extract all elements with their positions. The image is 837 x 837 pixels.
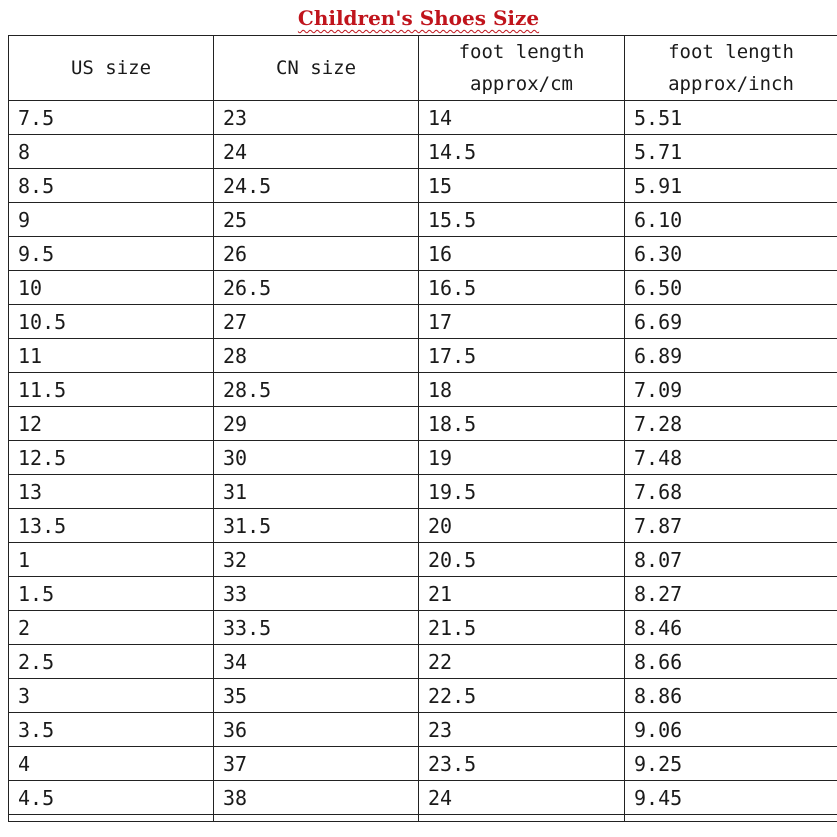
table-row <box>9 781 837 815</box>
foot-length-cm-cell: 14 <box>419 101 625 135</box>
foot-length-inch-cell: 8.46 <box>625 611 837 645</box>
us-size-cell: 8 <box>9 135 214 169</box>
foot-length-cm-cell: 15.5 <box>419 203 625 237</box>
page-title: Children's Shoes Size <box>297 6 540 30</box>
us-size-cell: 1 <box>9 543 214 577</box>
table-row <box>9 475 837 509</box>
cn-size-cell: 32 <box>214 543 419 577</box>
us-size-cell: 9 <box>9 203 214 237</box>
cn-size-cell: 25 <box>214 203 419 237</box>
table-row <box>9 407 837 441</box>
table-row <box>9 271 837 305</box>
table-row-partial <box>9 815 837 822</box>
table-row <box>9 305 837 339</box>
foot-length-cm-cell: 16.5 <box>419 271 625 305</box>
table-row <box>9 543 837 577</box>
foot-length-inch-cell: 5.91 <box>625 169 837 203</box>
foot-length-cm-cell: 22.5 <box>419 679 625 713</box>
table-row <box>9 577 837 611</box>
us-size-cell: 10.5 <box>9 305 214 339</box>
foot-length-inch-cell: 9.25 <box>625 747 837 781</box>
cn-size-cell: 33.5 <box>214 611 419 645</box>
cn-size-cell: 34 <box>214 645 419 679</box>
table-row <box>9 169 837 203</box>
us-size-cell: 3.5 <box>9 713 214 747</box>
us-size-cell: 4.5 <box>9 781 214 815</box>
cn-size-cell: 33 <box>214 577 419 611</box>
foot-length-cm-cell: 18.5 <box>419 407 625 441</box>
foot-length-inch-cell: 9.06 <box>625 713 837 747</box>
foot-length-inch-cell: 7.09 <box>625 373 837 407</box>
foot-length-cm-cell: 19.5 <box>419 475 625 509</box>
cn-size-cell: 27 <box>214 305 419 339</box>
us-size-cell: 11 <box>9 339 214 373</box>
foot-length-inch-cell: 6.30 <box>625 237 837 271</box>
us-size-cell: 2.5 <box>9 645 214 679</box>
table-row <box>9 713 837 747</box>
us-size-cell: 3 <box>9 679 214 713</box>
table-row <box>9 101 837 135</box>
size-table <box>8 35 837 822</box>
empty-cell <box>419 815 625 822</box>
us-size-cell: 12 <box>9 407 214 441</box>
table-row <box>9 679 837 713</box>
us-size-cell: 12.5 <box>9 441 214 475</box>
header-foot-length-cm <box>419 36 625 101</box>
foot-length-inch-cell: 8.07 <box>625 543 837 577</box>
foot-length-cm-cell: 23 <box>419 713 625 747</box>
foot-length-cm-cell: 19 <box>419 441 625 475</box>
foot-length-cm-cell: 21.5 <box>419 611 625 645</box>
foot-length-cm-cell: 17.5 <box>419 339 625 373</box>
header-cn-size <box>214 36 419 101</box>
table-row <box>9 237 837 271</box>
header-us-size-label: US size <box>70 57 152 79</box>
cn-size-cell: 35 <box>214 679 419 713</box>
foot-length-inch-cell: 7.28 <box>625 407 837 441</box>
foot-length-inch-cell: 5.51 <box>625 101 837 135</box>
cn-size-cell: 30 <box>214 441 419 475</box>
us-size-cell: 13 <box>9 475 214 509</box>
table-row <box>9 135 837 169</box>
us-size-cell: 11.5 <box>9 373 214 407</box>
cn-size-cell: 24.5 <box>214 169 419 203</box>
foot-length-inch-cell: 6.50 <box>625 271 837 305</box>
us-size-cell: 7.5 <box>9 101 214 135</box>
empty-cell <box>9 815 214 822</box>
us-size-cell: 8.5 <box>9 169 214 203</box>
cn-size-cell: 24 <box>214 135 419 169</box>
foot-length-inch-cell: 6.10 <box>625 203 837 237</box>
header-foot-length-cm-line1: foot length <box>458 41 585 63</box>
foot-length-inch-cell: 5.71 <box>625 135 837 169</box>
cn-size-cell: 36 <box>214 713 419 747</box>
header-foot-length-inch-line2: approx/inch <box>668 73 794 95</box>
foot-length-cm-cell: 20 <box>419 509 625 543</box>
empty-cell <box>625 815 837 822</box>
table-header <box>9 36 837 101</box>
header-foot-length-inch-line1: foot length <box>668 41 794 63</box>
foot-length-cm-cell: 14.5 <box>419 135 625 169</box>
foot-length-inch-cell: 9.45 <box>625 781 837 815</box>
empty-cell <box>214 815 419 822</box>
foot-length-inch-cell: 6.69 <box>625 305 837 339</box>
us-size-cell: 10 <box>9 271 214 305</box>
cn-size-cell: 37 <box>214 747 419 781</box>
foot-length-cm-cell: 23.5 <box>419 747 625 781</box>
header-foot-length-cm-line2: approx/cm <box>470 73 573 95</box>
cn-size-cell: 28 <box>214 339 419 373</box>
table-row <box>9 373 837 407</box>
foot-length-cm-cell: 18 <box>419 373 625 407</box>
header-row <box>9 36 837 101</box>
us-size-cell: 13.5 <box>9 509 214 543</box>
cn-size-cell: 31 <box>214 475 419 509</box>
us-size-cell: 1.5 <box>9 577 214 611</box>
foot-length-cm-cell: 16 <box>419 237 625 271</box>
table-row <box>9 339 837 373</box>
table-row <box>9 441 837 475</box>
foot-length-cm-cell: 24 <box>419 781 625 815</box>
cn-size-cell: 26 <box>214 237 419 271</box>
foot-length-inch-cell: 8.27 <box>625 577 837 611</box>
foot-length-inch-cell: 7.87 <box>625 509 837 543</box>
header-cn-size-label: CN size <box>275 57 357 79</box>
foot-length-inch-cell: 7.68 <box>625 475 837 509</box>
foot-length-inch-cell: 6.89 <box>625 339 837 373</box>
foot-length-cm-cell: 15 <box>419 169 625 203</box>
foot-length-cm-cell: 20.5 <box>419 543 625 577</box>
table-row <box>9 611 837 645</box>
foot-length-cm-cell: 17 <box>419 305 625 339</box>
foot-length-cm-cell: 21 <box>419 577 625 611</box>
us-size-cell: 2 <box>9 611 214 645</box>
table-row <box>9 645 837 679</box>
cn-size-cell: 29 <box>214 407 419 441</box>
us-size-cell: 4 <box>9 747 214 781</box>
us-size-cell: 9.5 <box>9 237 214 271</box>
cn-size-cell: 28.5 <box>214 373 419 407</box>
foot-length-cm-cell: 22 <box>419 645 625 679</box>
table-row <box>9 509 837 543</box>
cn-size-cell: 23 <box>214 101 419 135</box>
table-row <box>9 203 837 237</box>
foot-length-inch-cell: 7.48 <box>625 441 837 475</box>
cn-size-cell: 38 <box>214 781 419 815</box>
title-bar <box>0 0 837 36</box>
foot-length-inch-cell: 8.86 <box>625 679 837 713</box>
cn-size-cell: 26.5 <box>214 271 419 305</box>
table-body <box>9 101 837 822</box>
header-foot-length-inch <box>625 36 837 101</box>
table-row <box>9 747 837 781</box>
foot-length-inch-cell: 8.66 <box>625 645 837 679</box>
header-us-size <box>9 36 214 101</box>
cn-size-cell: 31.5 <box>214 509 419 543</box>
